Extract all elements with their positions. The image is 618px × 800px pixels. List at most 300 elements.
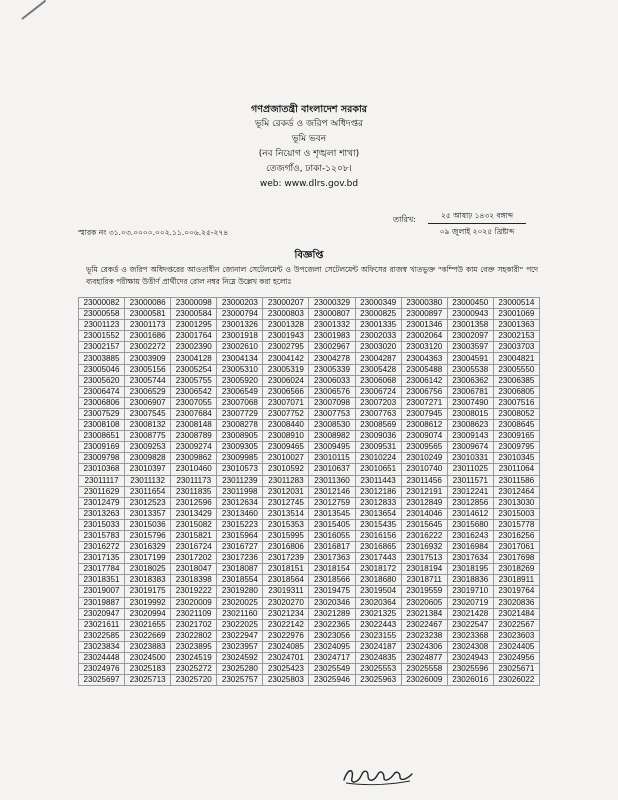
roll-number-cell: 23008645 (493, 420, 539, 431)
roll-number-cell: 23011654 (125, 486, 171, 497)
roll-number-cell: 23021234 (263, 608, 309, 619)
roll-number-cell: 23010115 (309, 453, 355, 464)
table-row (79, 653, 540, 664)
address: তেজগাঁও, ঢাকা-১২০৮। (266, 164, 352, 174)
roll-number-cell: 23022567 (493, 619, 539, 630)
roll-number-cell: 23008569 (355, 420, 401, 431)
roll-number-cell: 23007945 (401, 408, 447, 419)
roll-number-cell: 23015223 (217, 519, 263, 530)
roll-number-cell: 23022802 (171, 630, 217, 641)
roll-number-cell: 23018836 (447, 575, 493, 586)
table-row (79, 586, 540, 597)
table-row (79, 342, 540, 353)
roll-number-cell: 23010573 (217, 464, 263, 475)
roll-number-cell: 23009274 (171, 442, 217, 453)
roll-number-cell: 23018047 (171, 564, 217, 575)
roll-number-cell: 23000807 (309, 309, 355, 320)
roll-number-cell: 23020009 (171, 597, 217, 608)
roll-number-cell: 23025553 (355, 664, 401, 675)
roll-number-cell: 23005488 (401, 364, 447, 375)
roll-number-cell: 23024943 (447, 653, 493, 664)
roll-number-cell: 23002033 (355, 331, 401, 342)
roll-number-cell: 23009674 (447, 442, 493, 453)
roll-number-cell: 23019764 (493, 586, 539, 597)
roll-number-cell: 23005046 (79, 364, 125, 375)
roll-number-cell: 23025272 (171, 664, 217, 675)
roll-number-cell: 23026022 (493, 675, 539, 686)
roll-number-cell: 23007203 (355, 397, 401, 408)
roll-number-cell: 23024956 (493, 653, 539, 664)
table-row (79, 664, 540, 675)
roll-number-cell: 23010345 (493, 453, 539, 464)
roll-number-cell: 23005254 (171, 364, 217, 375)
roll-number-cell: 23007055 (171, 397, 217, 408)
roll-number-cell: 23020719 (447, 597, 493, 608)
roll-number-cell: 23015435 (355, 519, 401, 530)
roll-number-cell: 23002610 (217, 342, 263, 353)
roll-number-cell: 23015003 (493, 508, 539, 519)
roll-number-cell: 23025803 (263, 675, 309, 686)
roll-number-cell: 23008612 (401, 420, 447, 431)
roll-number-cell: 23008982 (309, 431, 355, 442)
roll-number-cell: 23024701 (263, 653, 309, 664)
roll-number-cell: 23016243 (447, 530, 493, 541)
roll-number-cell: 23006907 (125, 397, 171, 408)
roll-number-cell: 23015036 (125, 519, 171, 530)
table-row (79, 464, 540, 475)
roll-number-cell: 23004128 (171, 353, 217, 364)
roll-number-cell: 23005920 (217, 375, 263, 386)
roll-number-cell: 23006806 (79, 397, 125, 408)
roll-number-cell: 23011283 (263, 475, 309, 486)
roll-number-cell: 23020605 (401, 597, 447, 608)
roll-number-cell: 23010637 (309, 464, 355, 475)
roll-number-cell: 23022365 (309, 619, 355, 630)
roll-number-cell: 23019007 (79, 586, 125, 597)
roll-number-cell: 23009985 (217, 453, 263, 464)
roll-number-cell: 23025183 (125, 664, 171, 675)
roll-number-cell: 23000203 (217, 298, 263, 309)
table-row (79, 497, 540, 508)
roll-number-cell: 23026016 (447, 675, 493, 686)
roll-number-cell: 23006781 (447, 386, 493, 397)
roll-number-cell: 23000794 (217, 309, 263, 320)
roll-number-cell: 23014046 (401, 508, 447, 519)
roll-number-cell: 23008905 (217, 431, 263, 442)
roll-number-cell: 23000943 (447, 309, 493, 320)
roll-number-cell: 23006542 (171, 386, 217, 397)
roll-number-cell: 23015082 (171, 519, 217, 530)
roll-number-cell: 23011835 (171, 486, 217, 497)
roll-number-cell: 23016817 (309, 542, 355, 553)
roll-number-cell: 23011586 (493, 475, 539, 486)
roll-number-cell: 23018911 (493, 575, 539, 586)
roll-number-cell: 23010592 (263, 464, 309, 475)
roll-number-cell: 23024592 (217, 653, 263, 664)
roll-number-cell: 23011998 (217, 486, 263, 497)
roll-number-cell: 23000086 (125, 298, 171, 309)
government-name: গণপ্রজাতন্ত্রী বাংলাদেশ সরকার (251, 104, 367, 115)
roll-number-cell: 23024405 (493, 641, 539, 652)
roll-number-cell: 23000349 (355, 298, 401, 309)
roll-number-cell: 23023238 (401, 630, 447, 641)
roll-number-cell: 23001943 (263, 331, 309, 342)
date-gregorian: ০৯ জুলাই ২০২৫ খ্রিষ্টাব্দ (439, 227, 515, 236)
roll-number-cell: 23009165 (493, 431, 539, 442)
roll-number-cell: 23006033 (309, 375, 355, 386)
roll-number-cell: 23008108 (79, 420, 125, 431)
roll-number-cell: 23022585 (79, 630, 125, 641)
roll-number-cell: 23011360 (309, 475, 355, 486)
roll-number-cell: 23021160 (217, 608, 263, 619)
roll-number-cell: 23004134 (217, 353, 263, 364)
table-row (79, 519, 540, 530)
roll-number-cell: 23000380 (401, 298, 447, 309)
pen-mark (21, 0, 46, 20)
roll-number-cell: 23004142 (263, 353, 309, 364)
roll-number-cell: 23003885 (79, 353, 125, 364)
roll-number-cell: 23018195 (447, 564, 493, 575)
roll-number-cell: 23016932 (401, 542, 447, 553)
roll-number-cell: 23017784 (79, 564, 125, 575)
roll-number-cell: 23008440 (263, 420, 309, 431)
roll-number-cell: 23000098 (171, 298, 217, 309)
roll-number-cell: 23024717 (309, 653, 355, 664)
roll-number-cell: 23004591 (447, 353, 493, 364)
table-row (79, 542, 540, 553)
roll-number-cell: 23007098 (309, 397, 355, 408)
roll-number-cell: 23001123 (79, 320, 125, 331)
roll-number-cell: 23017513 (401, 553, 447, 564)
roll-number-cell: 23004278 (309, 353, 355, 364)
roll-number-cell: 23007529 (79, 408, 125, 419)
roll-number-cell: 23018154 (309, 564, 355, 575)
table-row (79, 431, 540, 442)
table-row (79, 575, 540, 586)
roll-number-cell: 23000082 (79, 298, 125, 309)
roll-number-cell: 23002390 (171, 342, 217, 353)
roll-number-cell: 23000584 (171, 309, 217, 320)
roll-number-cell: 23016156 (355, 530, 401, 541)
roll-number-cell: 23010331 (447, 453, 493, 464)
roll-number-cell: 23016727 (217, 542, 263, 553)
roll-number-cell: 23021384 (401, 608, 447, 619)
roll-number-cell: 23016222 (401, 530, 447, 541)
roll-number-cell: 23002967 (309, 342, 355, 353)
roll-number-cell: 23020947 (79, 608, 125, 619)
roll-number-cell: 23007763 (355, 408, 401, 419)
roll-number-cell: 23012191 (401, 486, 447, 497)
roll-number-cell: 23005319 (263, 364, 309, 375)
roll-number-cell: 23022669 (125, 630, 171, 641)
roll-number-cell: 23006566 (263, 386, 309, 397)
roll-number-cell: 23022443 (355, 619, 401, 630)
roll-number-cell: 23025596 (447, 664, 493, 675)
roll-number-cell: 23024500 (125, 653, 171, 664)
roll-number-cell: 23019504 (355, 586, 401, 597)
table-row (79, 608, 540, 619)
roll-number-cell: 23008623 (447, 420, 493, 431)
roll-number-cell: 23011025 (447, 464, 493, 475)
roll-number-cell: 23012186 (355, 486, 401, 497)
roll-number-cell: 23020346 (309, 597, 355, 608)
roll-number-cell: 23001069 (493, 309, 539, 320)
roll-number-cell: 23002272 (125, 342, 171, 353)
roll-number-cell: 23011132 (125, 475, 171, 486)
table-row (79, 508, 540, 519)
roll-number-cell: 23019559 (401, 586, 447, 597)
table-row (79, 353, 540, 364)
roll-number-cell: 23023834 (79, 641, 125, 652)
roll-number-cell: 23016865 (355, 542, 401, 553)
roll-number-cell: 23009798 (79, 453, 125, 464)
roll-number-cell: 23011629 (79, 486, 125, 497)
roll-number-cell: 23013654 (355, 508, 401, 519)
table-row (79, 630, 540, 641)
roll-number-cell: 23017239 (263, 553, 309, 564)
roll-number-cell: 23010397 (125, 464, 171, 475)
roll-number-cell: 23003597 (447, 342, 493, 353)
roll-number-cell: 23010027 (263, 453, 309, 464)
roll-number-cell: 23007068 (217, 397, 263, 408)
roll-number-cell: 23003120 (401, 342, 447, 353)
roll-number-cell: 23012833 (355, 497, 401, 508)
roll-number-cell: 23020364 (355, 597, 401, 608)
roll-number-cell: 23019222 (171, 586, 217, 597)
roll-number-cell: 23017202 (171, 553, 217, 564)
roll-number-cell: 23017634 (447, 553, 493, 564)
roll-number-cell: 23018351 (79, 575, 125, 586)
roll-number-cell: 23008052 (493, 408, 539, 419)
roll-number-cell: 23001335 (355, 320, 401, 331)
roll-number-cell: 23006024 (263, 375, 309, 386)
roll-number-cell: 23011064 (493, 464, 539, 475)
roll-number-cell: 23021428 (447, 608, 493, 619)
roll-number-cell: 23025280 (217, 664, 263, 675)
department-name: ভূমি রেকর্ড ও জরিপ অধিদপ্তর (254, 119, 364, 129)
roll-number-cell: 23003020 (355, 342, 401, 353)
roll-number-cell: 23005428 (355, 364, 401, 375)
table-row (79, 364, 540, 375)
roll-number-cell: 23013514 (263, 508, 309, 519)
roll-number-cell: 23007684 (171, 408, 217, 419)
roll-number-cell: 23006756 (401, 386, 447, 397)
roll-number-cell: 23000897 (401, 309, 447, 320)
table-row (79, 597, 540, 608)
roll-number-cell: 23017698 (493, 553, 539, 564)
roll-number-cell: 23012596 (171, 497, 217, 508)
roll-number-cell: 23005620 (79, 375, 125, 386)
roll-number-cell: 23001346 (401, 320, 447, 331)
roll-number-cell: 23011571 (447, 475, 493, 486)
roll-number-cell: 23024976 (79, 664, 125, 675)
date-bengali: ২৫ আষাঢ় ১৪৩২ বঙ্গাব্দ (428, 210, 526, 224)
table-row (79, 320, 540, 331)
roll-number-cell: 23009143 (447, 431, 493, 442)
roll-number-cell: 23025713 (125, 675, 171, 686)
roll-number-cell: 23008530 (309, 420, 355, 431)
roll-number-cell: 23007490 (447, 397, 493, 408)
roll-number-cell: 23015778 (493, 519, 539, 530)
roll-number-cell: 23006142 (401, 375, 447, 386)
roll-number-cell: 23012856 (447, 497, 493, 508)
roll-number-cell: 23012634 (217, 497, 263, 508)
table-row (79, 408, 540, 419)
roll-number-cell: 23012849 (401, 497, 447, 508)
roll-number-cell: 23001326 (217, 320, 263, 331)
roll-number-cell: 23025558 (401, 664, 447, 675)
roll-number-cell: 23001764 (171, 331, 217, 342)
table-row (79, 375, 540, 386)
roll-number-cell: 23001358 (447, 320, 493, 331)
roll-number-cell: 23008775 (125, 431, 171, 442)
table-row (79, 386, 540, 397)
table-row (79, 298, 540, 309)
roll-number-cell: 23021289 (309, 608, 355, 619)
roll-number-cell: 23006474 (79, 386, 125, 397)
roll-number-cell: 23018269 (493, 564, 539, 575)
roll-number-cell: 23016256 (493, 530, 539, 541)
roll-number-cell: 23009074 (401, 431, 447, 442)
date-label: তারিখ: (393, 215, 416, 224)
roll-number-cell: 23025671 (493, 664, 539, 675)
roll-number-cell: 23002064 (401, 331, 447, 342)
roll-number-cell: 23024519 (171, 653, 217, 664)
roll-number-cell: 23000207 (263, 298, 309, 309)
roll-number-cell: 23000803 (263, 309, 309, 320)
roll-number-cell: 23005339 (309, 364, 355, 375)
roll-number-cell: 23002795 (263, 342, 309, 353)
roll-number-cell: 23003909 (125, 353, 171, 364)
roll-number-cell: 23005550 (493, 364, 539, 375)
roll-number-cell: 23006576 (309, 386, 355, 397)
roll-number-cell: 23023603 (493, 630, 539, 641)
roll-number-cell: 23009253 (125, 442, 171, 453)
roll-number-cell: 23025757 (217, 675, 263, 686)
roll-number-cell: 23018680 (355, 575, 401, 586)
roll-number-cell: 23009169 (79, 442, 125, 453)
roll-number-cell: 23024448 (79, 653, 125, 664)
table-row (79, 530, 540, 541)
roll-number-cell: 23006385 (493, 375, 539, 386)
signature-icon (338, 762, 418, 788)
table-row (79, 420, 540, 431)
roll-number-cell: 23025697 (79, 675, 125, 686)
roll-number-cell: 23016724 (171, 542, 217, 553)
roll-number-cell: 23015783 (79, 530, 125, 541)
table-row (79, 675, 540, 686)
roll-number-cell: 23004287 (355, 353, 401, 364)
roll-number-cell: 23009531 (355, 442, 401, 453)
roll-number-cell: 23012759 (309, 497, 355, 508)
table-row (79, 309, 540, 320)
roll-number-cell: 23007516 (493, 397, 539, 408)
roll-number-cell: 23022976 (263, 630, 309, 641)
table-row (79, 331, 540, 342)
roll-number-cell: 23019710 (447, 586, 493, 597)
roll-number-cell: 23017236 (217, 553, 263, 564)
roll-number-cell: 23007729 (217, 408, 263, 419)
roll-number-cell: 23022947 (217, 630, 263, 641)
roll-number-cell: 23018087 (217, 564, 263, 575)
roll-number-cell: 23009465 (263, 442, 309, 453)
roll-number-cell: 23001686 (125, 331, 171, 342)
roll-number-cell: 23016984 (447, 542, 493, 553)
roll-number-cell: 23007545 (125, 408, 171, 419)
roll-number-cell: 23015033 (79, 519, 125, 530)
roll-number-cell: 23002157 (79, 342, 125, 353)
roll-number-table (78, 297, 540, 686)
building-name: ভূমি ভবন (291, 134, 327, 144)
roll-number-cell: 23011456 (401, 475, 447, 486)
roll-number-cell: 23017135 (79, 553, 125, 564)
letterhead (0, 102, 618, 192)
table-row (79, 442, 540, 453)
roll-number-cell: 23013030 (493, 497, 539, 508)
roll-number-cell: 23015995 (263, 530, 309, 541)
roll-number-cell: 23024187 (355, 641, 401, 652)
roll-number-cell: 23010249 (401, 453, 447, 464)
roll-number-cell: 23021325 (355, 608, 401, 619)
table-row (79, 475, 540, 486)
roll-number-cell: 23001332 (309, 320, 355, 331)
roll-number-cell: 23005755 (171, 375, 217, 386)
roll-number-cell: 23024877 (401, 653, 447, 664)
roll-number-cell: 23019992 (125, 597, 171, 608)
roll-number-cell: 23009305 (217, 442, 263, 453)
roll-number-cell: 23006068 (355, 375, 401, 386)
roll-number-cell: 23025423 (263, 664, 309, 675)
roll-number-cell: 23025720 (171, 675, 217, 686)
roll-number-cell: 23023155 (355, 630, 401, 641)
roll-number-cell: 23009565 (401, 442, 447, 453)
roll-number-cell: 23012146 (309, 486, 355, 497)
roll-number-cell: 23016806 (263, 542, 309, 553)
roll-number-cell: 23017443 (355, 553, 401, 564)
roll-number-cell: 23010224 (355, 453, 401, 464)
roll-number-cell: 23016329 (125, 542, 171, 553)
roll-number-cell: 23007271 (401, 397, 447, 408)
website: web: www.dlrs.gov.bd (259, 179, 359, 189)
roll-number-cell: 23012523 (125, 497, 171, 508)
roll-number-cell: 23001295 (171, 320, 217, 331)
date-block (428, 210, 526, 237)
roll-number-cell: 23000329 (309, 298, 355, 309)
roll-number-cell: 23025549 (309, 664, 355, 675)
roll-number-cell: 23023895 (171, 641, 217, 652)
roll-number-cell: 23011173 (171, 475, 217, 486)
table-row (79, 641, 540, 652)
roll-number-cell: 23019175 (125, 586, 171, 597)
table-row (79, 486, 540, 497)
roll-number-cell: 23004821 (493, 353, 539, 364)
roll-number-cell: 23000558 (79, 309, 125, 320)
roll-number-cell: 23005538 (447, 364, 493, 375)
roll-number-cell: 23012241 (447, 486, 493, 497)
roll-number-cell: 23018398 (171, 575, 217, 586)
roll-number-cell: 23019887 (79, 597, 125, 608)
roll-number-cell: 23009828 (125, 453, 171, 464)
roll-number-cell: 23020270 (263, 597, 309, 608)
roll-number-cell: 23017061 (493, 542, 539, 553)
roll-number-cell: 23005156 (125, 364, 171, 375)
branch-name: (নব নিয়োগ ও শৃঙ্খলা শাখা) (258, 149, 360, 159)
roll-number-cell: 23014612 (447, 508, 493, 519)
roll-number-cell: 23013263 (79, 508, 125, 519)
table-row (79, 453, 540, 464)
notice-body: ভূমি রেকর্ড ও জরিপ অধিদপ্তরের আওতাধীন জোনাল সেটেলমেন্ট ও উপজেলা সেটেলমেন্ট অফিসের রাজস্ব খাতভুক্ত "কম্পিউ কাম বেক্ত সহকারী" পদে ব্যবহারিক পরীক্ষায় উত্তীর্ণ প্রার্থীদের রোল নম্বর নিম্নে উল্লেখ করা হলোঃ (86, 265, 538, 286)
roll-number-cell: 23008132 (125, 420, 171, 431)
